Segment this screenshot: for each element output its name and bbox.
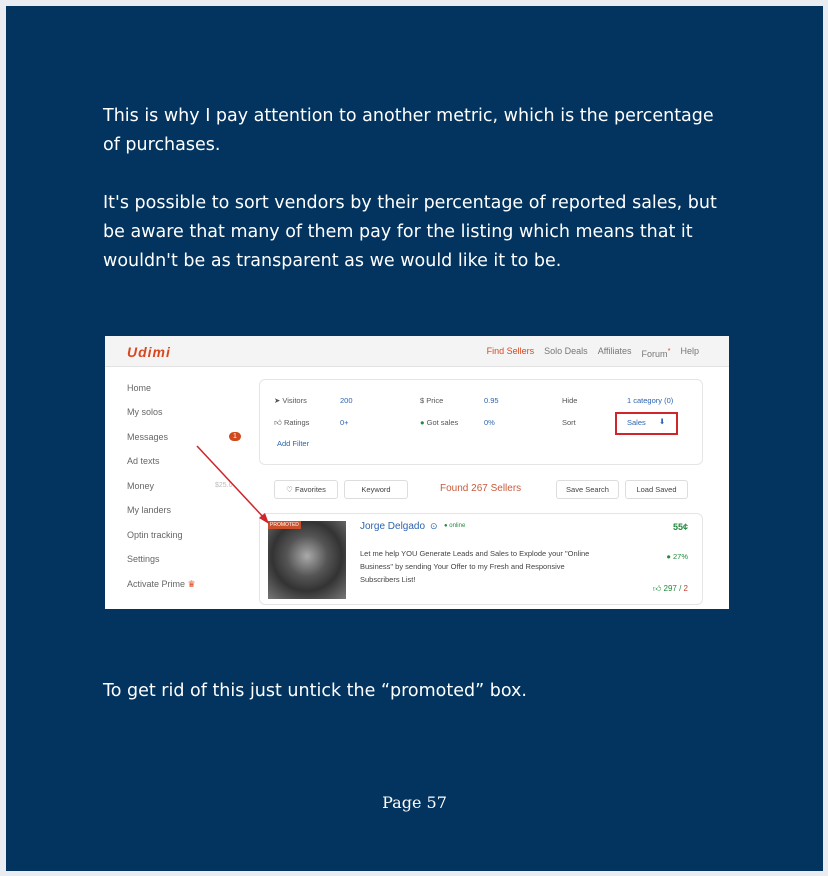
hide-label: Hide [562,396,578,405]
sort-label: Sort [562,418,576,427]
forum-star: * [667,346,671,355]
send-icon: ➤ [274,396,281,405]
nav-find-sellers[interactable]: Find Sellers [486,346,535,356]
thumb-up-icon: 👍︎ [274,418,282,427]
verified-icon: ⊙ [430,521,438,531]
favorites-label: Favorites [294,485,326,494]
thumb-up-icon: 👍︎ [652,584,662,593]
nav-solo-deals[interactable]: Solo Deals [544,346,588,356]
seller-description: Let me help YOU Generate Leads and Sales to Explode your "Online Business" by sending Your Offer to my Fresh and Responsive Subscribers List! [360,549,590,584]
online-label: online [449,523,466,529]
sales-percentage: ● 27% [666,552,688,561]
red-arrow-annotation [105,336,729,609]
keyword-button[interactable]: Keyword [344,480,408,499]
sidebar-messages[interactable]: Messages [127,432,169,442]
load-saved-button[interactable]: Load Saved [625,480,688,499]
udimi-logo: Udimi [127,344,171,360]
price-value[interactable]: 0.95 [484,396,499,405]
seller-price: 55¢ [672,522,688,532]
crown-icon: ♛ [187,579,196,589]
got-sales-label: Got sales [426,418,459,427]
likes-count: 297 [663,584,677,593]
ratings-label: Ratings [283,418,310,427]
rating-counts: 👍︎ 297 / 2 [652,584,688,593]
hide-value[interactable]: 1 category (0) [627,396,674,405]
sidebar-settings[interactable]: Settings [127,554,160,564]
visitors-label: Visitors [282,396,307,405]
paragraph-1: This is why I pay attention to another metric, which is the percentage of purchases. [103,106,714,155]
add-filter-link[interactable]: Add Filter [277,439,310,448]
sidebar-optin-tracking[interactable]: Optin tracking [127,530,183,540]
sidebar-home[interactable]: Home [127,383,152,393]
money-value: $25.0 [215,482,233,489]
document-page [6,6,823,871]
nav-help[interactable]: Help [680,346,699,356]
paragraph-3: To get rid of this just untick the “promoted” box. [103,681,527,701]
heart-icon: ♡ [286,485,293,494]
activate-prime-label: Activate Prime [127,579,186,589]
got-sales-value[interactable]: 0% [484,418,495,427]
sidebar-money[interactable]: Money [127,481,155,491]
online-status: ● online [444,523,466,529]
seller-name[interactable]: Jorge Delgado [360,521,426,532]
nav-affiliates[interactable]: Affiliates [597,346,632,356]
sidebar-my-solos[interactable]: My solos [127,407,163,417]
dollar-icon: $ [420,396,425,405]
dislikes-count: 2 [683,584,688,593]
udimi-screenshot [105,336,729,609]
paragraph-2: It's possible to sort vendors by their percentage of reported sales, but be aware that many of them pay for the listing which means that it wouldn't be as transparent as we would like it to be. [103,193,717,271]
sort-down-icon[interactable]: ⬇ [659,417,666,426]
sort-value[interactable]: Sales [627,418,646,427]
messages-badge: 1 [229,432,241,441]
visitors-value[interactable]: 200 [340,396,353,405]
sales-pct-value: 27% [672,552,688,561]
save-search-button[interactable]: Save Search [556,480,619,499]
promoted-badge: PROMOTED [270,522,299,528]
sidebar-my-landers[interactable]: My landers [127,505,172,515]
price-label: Price [426,396,444,405]
ratings-value[interactable]: 0+ [340,418,349,427]
sales-icon: ● [420,418,425,427]
found-count: Found 267 Sellers [440,483,522,494]
nav-forum-label: Forum [641,349,668,359]
page-number: Page 57 [382,793,447,812]
sidebar-ad-texts[interactable]: Ad texts [127,456,160,466]
